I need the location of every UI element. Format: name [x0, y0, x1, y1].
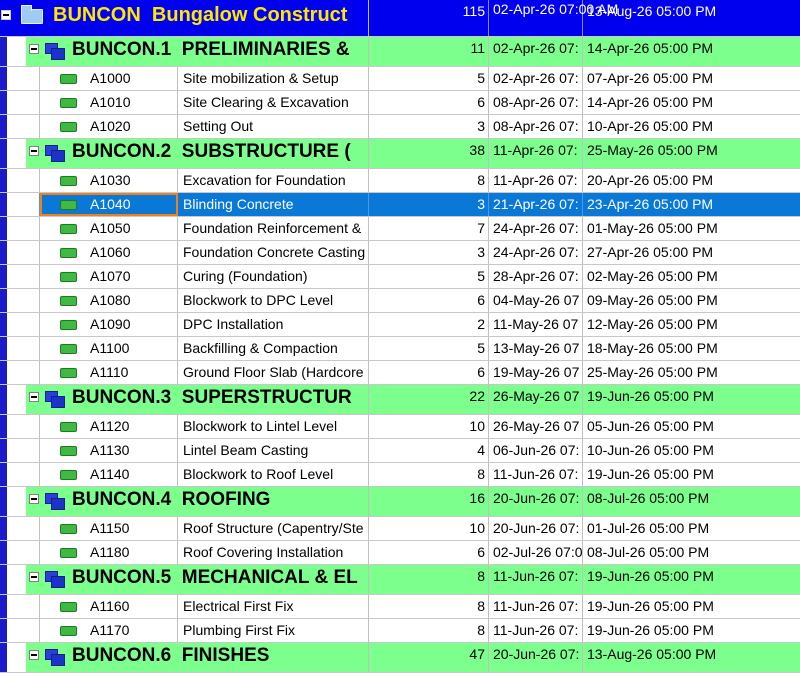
- wbs-name: SUBSTRUCTURE (: [181, 141, 351, 162]
- wbs-code: BUNCON.3: [72, 387, 172, 408]
- indent-strip: [7, 91, 40, 114]
- activity-row[interactable]: [0, 241, 800, 265]
- finish-cell[interactable]: 10-Jun-26 05:00 PM: [587, 442, 714, 458]
- duration-cell[interactable]: 11: [369, 37, 489, 66]
- wbs-row[interactable]: [0, 385, 800, 415]
- duration-cell[interactable]: 5: [369, 265, 489, 288]
- row-gutter: [0, 67, 7, 90]
- wbs-code: BUNCON.6: [72, 645, 172, 666]
- activity-id-cell[interactable]: A1080: [40, 289, 178, 312]
- finish-cell[interactable]: 10-Apr-26 05:00 PM: [587, 118, 714, 134]
- activity-name-cell[interactable]: Roof Structure (Capentry/Ste: [178, 517, 369, 540]
- indent-strip: [7, 169, 40, 192]
- activity-row[interactable]: [0, 463, 800, 487]
- start-cell[interactable]: 02-Apr-26 07:: [489, 67, 583, 90]
- duration-cell[interactable]: 3: [369, 115, 489, 138]
- activity-id-cell[interactable]: A1020: [40, 115, 178, 138]
- indent-strip: [7, 337, 40, 360]
- finish-cell[interactable]: 25-May-26 05:00 PM: [587, 364, 718, 380]
- wbs-row[interactable]: [0, 643, 800, 673]
- activity-id-cell[interactable]: A1070: [40, 265, 178, 288]
- duration-cell[interactable]: 8: [369, 169, 489, 192]
- activity-row[interactable]: [0, 337, 800, 361]
- indent-strip: [7, 193, 40, 216]
- wbs-row[interactable]: [0, 139, 800, 169]
- start-cell[interactable]: 20-Jun-26 07:: [489, 487, 583, 516]
- activity-row[interactable]: [0, 193, 800, 217]
- finish-cell[interactable]: 05-Jun-26 05:00 PM: [587, 418, 714, 434]
- indent-strip: [7, 385, 26, 414]
- duration-cell[interactable]: 6: [369, 541, 489, 564]
- activity-id-cell[interactable]: A1110: [40, 361, 178, 384]
- activity-id-cell[interactable]: A1010: [40, 91, 178, 114]
- indent-strip: [7, 487, 26, 516]
- activity-name-cell[interactable]: Roof Covering Installation: [178, 541, 369, 564]
- row-gutter: [0, 463, 7, 486]
- activity-row[interactable]: [0, 289, 800, 313]
- start-cell[interactable]: 06-Jun-26 07:: [489, 439, 583, 462]
- wbs-name: ROOFING: [181, 489, 271, 510]
- activity-row[interactable]: [0, 517, 800, 541]
- duration-cell[interactable]: 2: [369, 313, 489, 336]
- activity-row[interactable]: [0, 115, 800, 139]
- finish-cell[interactable]: 14-Apr-26 05:00 PM: [587, 94, 714, 110]
- finish-cell[interactable]: 14-Apr-26 05:00 PM: [587, 40, 714, 56]
- duration-cell[interactable]: 10: [369, 415, 489, 438]
- activity-row[interactable]: [0, 313, 800, 337]
- activity-id-cell[interactable]: A1140: [40, 463, 178, 486]
- project-finish[interactable]: 13-Aug-26 05:00 PM: [587, 3, 717, 19]
- indent-strip: [7, 217, 40, 240]
- project-start[interactable]: 02-Apr-26 07:00 AM: [489, 0, 583, 36]
- row-gutter: [0, 169, 7, 192]
- activity-row[interactable]: [0, 265, 800, 289]
- finish-cell[interactable]: 02-May-26 05:00 PM: [587, 268, 718, 284]
- finish-cell[interactable]: 27-Apr-26 05:00 PM: [587, 244, 714, 260]
- finish-cell[interactable]: 09-May-26 05:00 PM: [587, 292, 718, 308]
- activity-name-cell[interactable]: Backfilling & Compaction: [178, 337, 369, 360]
- duration-cell[interactable]: 8: [369, 595, 489, 618]
- activity-name-cell[interactable]: Plumbing First Fix: [178, 619, 369, 642]
- activity-id-cell[interactable]: A1090: [40, 313, 178, 336]
- finish-cell[interactable]: 19-Jun-26 05:00 PM: [587, 466, 714, 482]
- activity-id-cell[interactable]: A1130: [40, 439, 178, 462]
- activity-row[interactable]: [0, 67, 800, 91]
- duration-cell[interactable]: 8: [369, 565, 489, 594]
- activity-row[interactable]: [0, 595, 800, 619]
- activity-id-cell[interactable]: A1160: [40, 595, 178, 618]
- finish-cell[interactable]: 19-Jun-26 05:00 PM: [587, 568, 714, 584]
- start-cell[interactable]: 20-Jun-26 07:: [489, 643, 583, 672]
- row-gutter: [0, 415, 7, 438]
- activity-id-cell[interactable]: A1050: [40, 217, 178, 240]
- wbs-name: PRELIMINARIES &: [181, 39, 350, 60]
- finish-cell[interactable]: 23-Apr-26 05:00 PM: [587, 196, 714, 212]
- duration-cell[interactable]: 8: [369, 463, 489, 486]
- indent-strip: [7, 361, 40, 384]
- start-cell[interactable]: 11-Apr-26 07:: [489, 139, 583, 168]
- start-cell[interactable]: 26-May-26 07: [489, 385, 583, 414]
- duration-cell[interactable]: 8: [369, 619, 489, 642]
- duration-cell[interactable]: 6: [369, 289, 489, 312]
- duration-cell[interactable]: 10: [369, 517, 489, 540]
- activity-name-cell[interactable]: Site Clearing & Excavation: [178, 91, 369, 114]
- row-gutter: [0, 595, 7, 618]
- row-gutter: [0, 115, 7, 138]
- indent-strip: [7, 241, 40, 264]
- finish-cell[interactable]: 01-Jul-26 05:00 PM: [587, 520, 710, 536]
- indent-strip: [7, 265, 40, 288]
- duration-cell[interactable]: 38: [369, 139, 489, 168]
- indent-strip: [7, 565, 26, 594]
- start-cell[interactable]: 08-Apr-26 07:: [489, 91, 583, 114]
- indent-strip: [7, 463, 40, 486]
- activity-name-cell[interactable]: Blockwork to DPC Level: [178, 289, 369, 312]
- indent-strip: [7, 643, 26, 672]
- project-name-cell[interactable]: [7, 0, 369, 36]
- duration-cell[interactable]: 7: [369, 217, 489, 240]
- row-gutter: [0, 439, 7, 462]
- finish-cell[interactable]: 07-Apr-26 05:00 PM: [587, 70, 714, 86]
- duration-cell[interactable]: 6: [369, 91, 489, 114]
- activity-row[interactable]: [0, 169, 800, 193]
- row-gutter: [0, 487, 7, 516]
- activity-name-cell[interactable]: Foundation Concrete Casting: [178, 241, 369, 264]
- indent-strip: [7, 595, 40, 618]
- activity-name-cell[interactable]: Electrical First Fix: [178, 595, 369, 618]
- start-cell[interactable]: 11-Jun-26 07:: [489, 595, 583, 618]
- row-gutter: [0, 139, 7, 168]
- start-cell[interactable]: 20-Jun-26 07:: [489, 517, 583, 540]
- wbs-name-cell[interactable]: [26, 37, 369, 66]
- activity-id-cell[interactable]: A1170: [40, 619, 178, 642]
- project-code: BUNCON: [53, 4, 141, 26]
- activity-id-cell[interactable]: A1180: [40, 541, 178, 564]
- duration-cell[interactable]: 47: [369, 643, 489, 672]
- activity-id-cell[interactable]: A1150: [40, 517, 178, 540]
- wbs-row[interactable]: [0, 487, 800, 517]
- activity-name-cell[interactable]: Site mobilization & Setup: [178, 67, 369, 90]
- wbs-row[interactable]: [0, 37, 800, 67]
- start-cell[interactable]: 11-Apr-26 07:: [489, 169, 583, 192]
- row-gutter: [0, 313, 7, 336]
- row-gutter: [0, 91, 7, 114]
- activity-name-cell[interactable]: Foundation Reinforcement &: [178, 217, 369, 240]
- row-gutter: [0, 385, 7, 414]
- activity-row[interactable]: [0, 439, 800, 463]
- start-cell[interactable]: 24-Apr-26 07:: [489, 217, 583, 240]
- project-row[interactable]: [0, 0, 800, 37]
- activity-name-cell[interactable]: DPC Installation: [178, 313, 369, 336]
- finish-cell[interactable]: 01-May-26 05:00 PM: [587, 220, 718, 236]
- start-cell[interactable]: 26-May-26 07: [489, 415, 583, 438]
- activity-row[interactable]: [0, 541, 800, 565]
- duration-cell[interactable]: 4: [369, 439, 489, 462]
- wbs-code: BUNCON.4: [72, 489, 172, 510]
- duration-cell[interactable]: 22: [369, 385, 489, 414]
- wbs-row[interactable]: [0, 565, 800, 595]
- activity-id-cell[interactable]: A1100: [40, 337, 178, 360]
- indent-strip: [7, 115, 40, 138]
- wbs-code: BUNCON.2: [72, 141, 172, 162]
- row-gutter: [0, 337, 7, 360]
- duration-cell[interactable]: 3: [369, 193, 489, 216]
- indent-strip: [7, 37, 26, 66]
- indent-strip: [7, 289, 40, 312]
- duration-cell[interactable]: 3: [369, 241, 489, 264]
- row-gutter: [0, 289, 7, 312]
- wbs-name-cell[interactable]: [26, 487, 369, 516]
- start-cell[interactable]: 13-May-26 07: [489, 337, 583, 360]
- row-gutter: [0, 241, 7, 264]
- indent-strip: [7, 517, 40, 540]
- wbs-name-cell[interactable]: [26, 565, 369, 594]
- finish-cell[interactable]: 20-Apr-26 05:00 PM: [587, 172, 714, 188]
- duration-cell[interactable]: 16: [369, 487, 489, 516]
- start-cell[interactable]: 02-Jul-26 07:0: [489, 541, 583, 564]
- activity-id-cell[interactable]: A1040: [40, 193, 178, 216]
- row-gutter: [0, 619, 7, 642]
- indent-strip: [7, 139, 26, 168]
- start-cell[interactable]: 11-May-26 07: [489, 313, 583, 336]
- start-cell[interactable]: 11-Jun-26 07:: [489, 463, 583, 486]
- start-cell[interactable]: 02-Apr-26 07:: [489, 37, 583, 66]
- indent-strip: [7, 619, 40, 642]
- wbs-name: MECHANICAL & EL: [181, 567, 358, 588]
- start-cell[interactable]: 04-May-26 07: [489, 289, 583, 312]
- finish-cell[interactable]: 08-Jul-26 05:00 PM: [587, 490, 710, 506]
- start-cell[interactable]: 24-Apr-26 07:: [489, 241, 583, 264]
- indent-strip: [7, 67, 40, 90]
- start-cell[interactable]: 11-Jun-26 07:: [489, 565, 583, 594]
- duration-cell[interactable]: 5: [369, 337, 489, 360]
- indent-strip: [7, 313, 40, 336]
- activity-row[interactable]: [0, 361, 800, 385]
- duration-cell[interactable]: 5: [369, 67, 489, 90]
- row-gutter: [0, 193, 7, 216]
- activity-name-cell[interactable]: Blinding Concrete: [178, 193, 369, 216]
- finish-cell[interactable]: 18-May-26 05:00 PM: [587, 340, 718, 356]
- finish-cell[interactable]: 13-Aug-26 05:00 PM: [587, 646, 717, 662]
- start-cell[interactable]: 19-May-26 07: [489, 361, 583, 384]
- activity-row[interactable]: [0, 217, 800, 241]
- activity-name-cell[interactable]: Setting Out: [178, 115, 369, 138]
- finish-cell[interactable]: 19-Jun-26 05:00 PM: [587, 622, 714, 638]
- duration-cell[interactable]: 6: [369, 361, 489, 384]
- activity-id-cell[interactable]: A1060: [40, 241, 178, 264]
- activity-name-cell[interactable]: Ground Floor Slab (Hardcore: [178, 361, 369, 384]
- activity-name-cell[interactable]: Blockwork to Roof Level: [178, 463, 369, 486]
- activity-row[interactable]: [0, 91, 800, 115]
- start-cell[interactable]: 11-Jun-26 07:: [489, 619, 583, 642]
- project-name: Bungalow Construct: [151, 4, 348, 26]
- row-gutter: [0, 37, 7, 66]
- wbs-name: FINISHES: [181, 645, 270, 666]
- row-gutter: [0, 265, 7, 288]
- wbs-name-cell[interactable]: [26, 385, 369, 414]
- start-cell[interactable]: 08-Apr-26 07:: [489, 115, 583, 138]
- row-gutter: [0, 361, 7, 384]
- wbs-name-cell[interactable]: [26, 643, 369, 672]
- activity-name-cell[interactable]: Curing (Foundation): [178, 265, 369, 288]
- row-gutter: [0, 541, 7, 564]
- activity-name-cell[interactable]: Excavation for Foundation: [178, 169, 369, 192]
- indent-strip: [7, 415, 40, 438]
- row-gutter: [0, 517, 7, 540]
- activity-id-cell[interactable]: A1030: [40, 169, 178, 192]
- project-duration[interactable]: 115: [369, 0, 489, 36]
- finish-cell[interactable]: 19-Jun-26 05:00 PM: [587, 598, 714, 614]
- indent-strip: [7, 541, 40, 564]
- start-cell[interactable]: 21-Apr-26 07:: [489, 193, 583, 216]
- finish-cell[interactable]: 25-May-26 05:00 PM: [587, 142, 718, 158]
- indent-strip: [7, 439, 40, 462]
- wbs-name-cell[interactable]: [26, 139, 369, 168]
- start-cell[interactable]: 28-Apr-26 07:: [489, 265, 583, 288]
- activity-id-cell[interactable]: A1120: [40, 415, 178, 438]
- activity-row[interactable]: [0, 619, 800, 643]
- activity-row[interactable]: [0, 415, 800, 439]
- finish-cell[interactable]: 19-Jun-26 05:00 PM: [587, 388, 714, 404]
- activity-name-cell[interactable]: Lintel Beam Casting: [178, 439, 369, 462]
- wbs-code: BUNCON.5: [72, 567, 172, 588]
- finish-cell[interactable]: 12-May-26 05:00 PM: [587, 316, 718, 332]
- wbs-code: BUNCON.1: [72, 39, 172, 60]
- wbs-name: SUPERSTRUCTUR: [181, 387, 352, 408]
- row-gutter: [0, 565, 7, 594]
- finish-cell[interactable]: 08-Jul-26 05:00 PM: [587, 544, 710, 560]
- row-gutter: [0, 643, 7, 672]
- activity-id-cell[interactable]: A1000: [40, 67, 178, 90]
- row-gutter: [0, 217, 7, 240]
- activity-name-cell[interactable]: Blockwork to Lintel Level: [178, 415, 369, 438]
